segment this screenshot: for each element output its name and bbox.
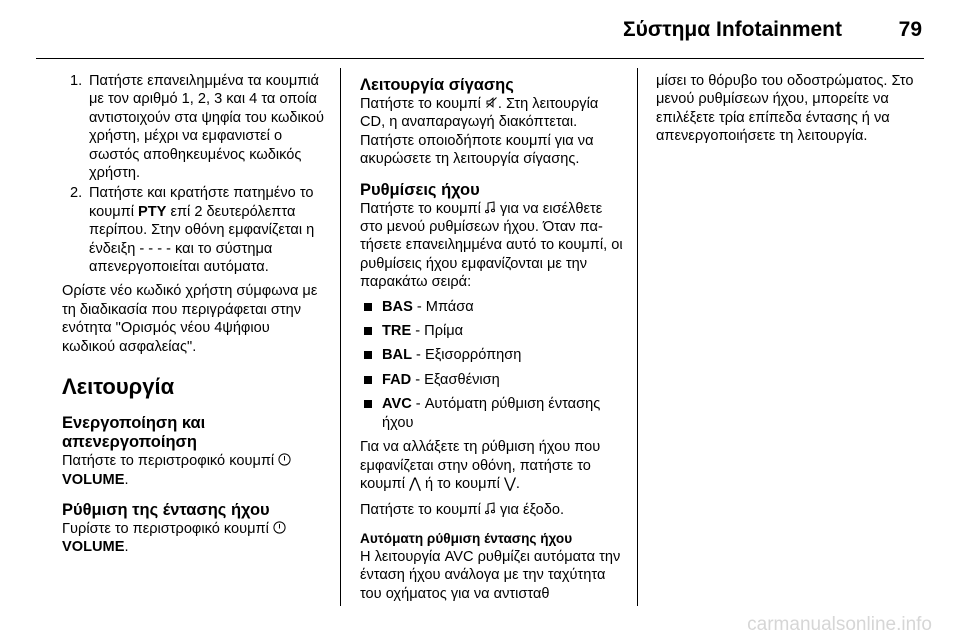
paragraph: Πατήστε το περιστροφικό κουμπί VOLUME. bbox=[62, 452, 324, 489]
music-note-icon bbox=[485, 201, 496, 217]
step-number: 1. bbox=[70, 73, 83, 89]
bullet bbox=[364, 303, 372, 311]
page-header bbox=[0, 0, 960, 58]
paragraph: Ορίστε νέο κωδικό χρήστη σύμφωνα με τη διαδικασία που περιγράφεται στην ενότητα "Ορισμός νέου 4ψήφιου κωδικού ασφαλείας". bbox=[62, 283, 318, 355]
subsection-title: Αυτόματη ρύθμιση έντασης ήχου bbox=[360, 530, 573, 546]
up-arrow-icon: ⋀ bbox=[409, 475, 421, 492]
section-title: Λειτουργία bbox=[62, 374, 175, 400]
power-icon bbox=[273, 521, 286, 537]
header-rule bbox=[36, 58, 924, 59]
list-item: BAS - Μπάσα bbox=[360, 298, 624, 316]
mute-icon bbox=[485, 96, 498, 112]
list-item bbox=[62, 72, 324, 182]
watermark: carmanualsonline.info bbox=[747, 614, 932, 635]
key-label: VOLUME bbox=[62, 471, 125, 488]
column-left bbox=[62, 72, 324, 565]
step-text: επί 2 δευτερόλεπτα περίπου. Στην οθόνη εμφανίζεται η ένδειξη - - - - και το σύστημα απενεργοποιείται αυτόματα. bbox=[89, 203, 315, 276]
column-middle bbox=[360, 72, 624, 611]
paragraph: Πατήστε το κουμπί για έξοδο. bbox=[360, 502, 565, 519]
subsection-title: Ενεργοποίηση και απενεργοποίηση bbox=[62, 414, 206, 452]
list-item: AVC - Αυτόματη ρύθμιση έντασης ήχου bbox=[360, 395, 624, 432]
list-item: BAL - Εξισορρόπηση bbox=[360, 346, 624, 364]
paragraph: Πατήστε το κουμπί για να εισέλθετε στο μενού ρυθμίσεων ήχου. Όταν πατήσετε επανειλημμένα αυτό το κουμπί, οι ρυθμίσεις ήχου εμφανίζονται με την παρακάτω σειρά: bbox=[360, 200, 623, 291]
music-note-icon bbox=[485, 502, 496, 518]
list-item bbox=[62, 184, 324, 276]
column-divider bbox=[340, 68, 341, 606]
bullet bbox=[364, 400, 372, 408]
bullet bbox=[364, 376, 372, 384]
column-right bbox=[656, 72, 928, 154]
subsection-title: Ρυθμίσεις ήχου bbox=[360, 180, 480, 199]
header-title: Σύστημα Infotainment bbox=[623, 18, 842, 41]
key-label: VOLUME bbox=[62, 539, 125, 556]
list-item: TRE - Πρίμα bbox=[360, 322, 624, 340]
key-label: PTY bbox=[138, 203, 167, 220]
paragraph: μίσει το θόρυβο του οδοστρώματος. Στο μενού ρυθμίσεων ήχου, μπορείτε να επιλέξετε τρία επίπεδα έντασης ή να απενεργοποιήσετε τη λειτουργία. bbox=[656, 73, 914, 145]
paragraph: Για να αλλάξετε τη ρύθμιση ήχου που εμφανίζεται στην οθόνη, πατήστε το κουμπί ⋀ ή το κουμπί ⋁. bbox=[360, 439, 601, 492]
subsection-title: Λειτουργία σίγασης bbox=[360, 76, 514, 94]
down-arrow-icon: ⋁ bbox=[503, 475, 516, 492]
step-number: 2. bbox=[70, 185, 83, 202]
step-text: Πατήστε και κρατήστε πατημένο το κουμπί bbox=[89, 185, 314, 220]
step-text: Πατήστε επανειλημμένα τα κουμπιά με τον αριθμό 1, 2, 3 και 4 τα οποία αντιστοιχούν στα ψηφία του κωδικού χρήστη, μέχρι να εμφανιστεί ο σωστός αποθηκευμένος κωδικός χρήστη. bbox=[89, 73, 324, 182]
column-divider bbox=[637, 68, 638, 606]
paragraph: Γυρίστε το περιστροφικό κουμπί VOLUME. bbox=[62, 520, 324, 557]
paragraph: Πατήστε το κουμπί . Στη λειτουργία CD, η αναπαραγωγή διακόπτεται. Πατήστε οποιοδήποτε κουμπί για να ακυρώσετε τη λειτουργία σίγασης. bbox=[360, 96, 599, 168]
bullet bbox=[364, 351, 372, 359]
power-icon bbox=[278, 453, 291, 469]
subsection-title: Ρύθμιση της έντασης ήχου bbox=[62, 500, 270, 519]
page-number: 79 bbox=[898, 18, 922, 41]
list-item: FAD - Εξασθένιση bbox=[360, 371, 624, 389]
bullet bbox=[364, 327, 372, 335]
paragraph: Η λειτουργία AVC ρυθμίζει αυτόματα την ένταση ήχου ανάλογα με την ταχύτητα του οχήματος για να αντισταθ bbox=[360, 548, 621, 602]
